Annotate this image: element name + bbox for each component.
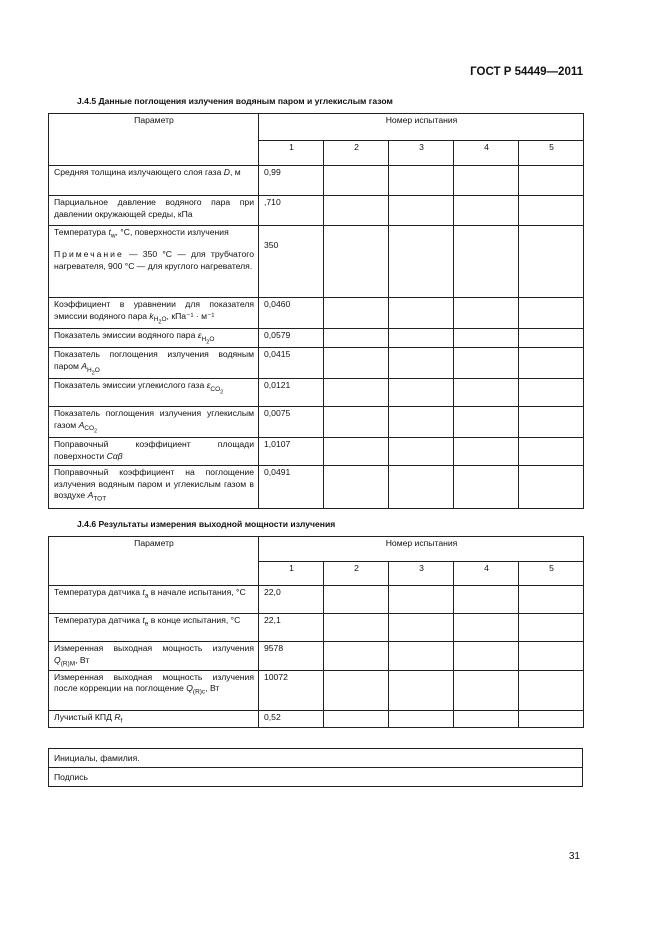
test-4-value <box>454 670 519 710</box>
test-5-value <box>519 670 584 710</box>
param-symbol: A <box>87 490 94 501</box>
param-symbol: A <box>81 360 88 371</box>
parameter-label <box>49 614 259 642</box>
param-text-tail: , Вт <box>75 654 90 665</box>
test-3-value <box>389 642 454 671</box>
test-1-value: 0,0579 <box>259 328 324 347</box>
test-5-value <box>519 226 584 298</box>
test-5-value <box>519 196 584 226</box>
param-symbol-subscript: f <box>120 717 123 725</box>
param-text: Парциальное давление водяного пара при давлении окружающей среды, кПа <box>54 197 254 219</box>
param-text: Показатель эмиссии водяного пара <box>54 329 198 340</box>
test-3-value <box>389 298 454 329</box>
param-symbol-subscript: (R)c <box>192 689 206 697</box>
param-symbol-subscript: (R)M <box>60 660 76 668</box>
param-symbol: A <box>78 419 85 430</box>
test-4-value <box>454 298 519 329</box>
test-number-3: 3 <box>389 141 454 166</box>
test-1-value: 0,0075 <box>259 407 324 438</box>
param-symbol: t <box>142 587 145 597</box>
param-symbol: Q <box>54 654 61 665</box>
test-number-5: 5 <box>519 141 584 166</box>
param-text: Измеренная выходная мощность излучения после коррекции на поглощение <box>54 671 254 694</box>
test-5-value <box>519 298 584 329</box>
param-text: Температура <box>54 227 109 237</box>
document-code: ГОСТ Р 54449—2011 <box>470 66 583 78</box>
test-4-value <box>454 348 519 379</box>
param-symbol-subscript: e <box>144 620 149 628</box>
test-1-value: 350 <box>259 226 324 298</box>
param-column-header: Параметр <box>49 537 259 586</box>
param-text: Показатель поглощения излучения углекислым газом <box>54 408 254 430</box>
param-text: Показатель эмиссии углекислого газа <box>54 380 207 391</box>
test-4-value <box>454 614 519 642</box>
test-3-value <box>389 438 454 466</box>
parameter-label <box>49 298 259 329</box>
param-note <box>54 249 254 272</box>
test-3-value <box>389 328 454 347</box>
parameter-label <box>49 466 259 509</box>
parameter-label <box>49 407 259 438</box>
test-5-value <box>519 379 584 407</box>
param-symbol: Q <box>186 683 193 694</box>
test-number-2: 2 <box>324 141 389 166</box>
test-5-value <box>519 642 584 671</box>
note-text: — 350 °C — для трубчатого нагревателя, 900 °C — для круглого нагревателя. <box>54 249 254 271</box>
test-3-value <box>389 166 454 196</box>
parameter-label <box>49 642 259 671</box>
test-2-value <box>324 614 389 642</box>
test-2-value <box>324 586 389 614</box>
param-symbol: ε <box>197 329 202 340</box>
test-2-value <box>324 298 389 329</box>
param-symbol: t <box>142 615 145 625</box>
section-title-output-power: J.4.6 Результаты измерения выходной мощности излучения <box>77 519 336 529</box>
test-number-2: 2 <box>324 562 389 586</box>
test-1-value: 1,0107 <box>259 438 324 466</box>
test-3-value <box>389 379 454 407</box>
test-4-value <box>454 586 519 614</box>
test-2-value <box>324 466 389 509</box>
test-3-value <box>389 226 454 298</box>
test-3-value <box>389 196 454 226</box>
test-1-value: 0,0491 <box>259 466 324 509</box>
test-2-value <box>324 379 389 407</box>
test-2-value <box>324 348 389 379</box>
test-2-value <box>324 710 389 727</box>
parameter-label <box>49 348 259 379</box>
test-2-value <box>324 328 389 347</box>
param-text-tail: , кПа⁻¹ · м⁻¹ <box>166 310 215 321</box>
test-4-value <box>454 226 519 298</box>
table-row <box>49 379 584 407</box>
param-text-tail: , м <box>229 167 241 177</box>
test-number-5: 5 <box>519 562 584 586</box>
table-row <box>49 166 584 196</box>
param-text-tail: в начале испытания, °C <box>148 587 246 597</box>
note-lead: Примечание <box>54 249 124 260</box>
test-1-value: 0,0415 <box>259 348 324 379</box>
output-power-table <box>48 536 584 728</box>
parameter-label <box>49 166 259 196</box>
table-row <box>49 466 584 509</box>
table-row <box>49 586 584 614</box>
test-3-value <box>389 710 454 727</box>
param-text: Лучистый КПД <box>54 711 115 722</box>
test-1-value: 0,0121 <box>259 379 324 407</box>
test-number-4: 4 <box>454 562 519 586</box>
param-text-tail: , °C, поверхности излучения <box>115 227 229 237</box>
param-text: Поправочный коэффициент на поглощение излучения водяным паром и углекислым газом в воздухе <box>54 467 254 501</box>
test-5-value <box>519 438 584 466</box>
test-number-header: Номер испытания <box>259 537 584 562</box>
param-symbol-subscript: H2O <box>153 316 167 326</box>
test-3-value <box>389 407 454 438</box>
parameter-label <box>49 379 259 407</box>
test-4-value <box>454 642 519 671</box>
page-number: 31 <box>568 851 580 862</box>
param-text: Измеренная выходная мощность излучения <box>54 643 254 653</box>
param-symbol: t <box>108 227 111 237</box>
test-1-value: 10072 <box>259 670 324 710</box>
test-2-value <box>324 407 389 438</box>
param-text: Коэффициент в уравнении для показателя эмиссии водяного пара <box>54 299 254 321</box>
test-2-value <box>324 642 389 671</box>
parameter-label <box>49 328 259 347</box>
test-4-value <box>454 379 519 407</box>
test-4-value <box>454 438 519 466</box>
test-2-value <box>324 226 389 298</box>
test-5-value <box>519 348 584 379</box>
test-4-value <box>454 710 519 727</box>
test-5-value <box>519 328 584 347</box>
parameter-label <box>49 670 259 710</box>
test-2-value <box>324 670 389 710</box>
param-text: Поправочный коэффициент площади поверхности <box>54 439 254 461</box>
param-symbol-subscript: CO2 <box>210 385 224 396</box>
test-4-value <box>454 166 519 196</box>
test-1-value: 22,0 <box>259 586 324 614</box>
test-1-value: 22,1 <box>259 614 324 642</box>
test-3-value <box>389 670 454 710</box>
parameter-label <box>49 438 259 466</box>
table-row <box>49 407 584 438</box>
table-row <box>49 642 584 671</box>
parameter-label <box>49 196 259 226</box>
test-3-value <box>389 466 454 509</box>
param-text-tail: в конце испытания, °C <box>148 615 241 625</box>
table-row <box>49 298 584 329</box>
test-number-1: 1 <box>259 562 324 586</box>
param-text-tail: , Вт <box>205 683 220 694</box>
test-number-3: 3 <box>389 562 454 586</box>
table-row <box>49 614 584 642</box>
test-5-value <box>519 407 584 438</box>
test-5-value <box>519 166 584 196</box>
param-symbol: R <box>114 711 121 722</box>
param-text: Температура датчика <box>54 587 143 597</box>
test-5-value <box>519 710 584 727</box>
table-row <box>49 438 584 466</box>
test-3-value <box>389 586 454 614</box>
table-row <box>49 348 584 379</box>
param-symbol: Cαβ <box>106 450 123 461</box>
signature-field: Подпись <box>49 768 583 787</box>
param-symbol-subscript: H2O <box>87 366 100 376</box>
table-row <box>49 710 584 727</box>
test-number-header: Номер испытания <box>259 114 584 141</box>
param-symbol-subscript: w <box>110 232 116 240</box>
test-4-value <box>454 466 519 509</box>
test-5-value <box>519 586 584 614</box>
parameter-label <box>49 710 259 727</box>
test-number-1: 1 <box>259 141 324 166</box>
test-4-value <box>454 407 519 438</box>
test-3-value <box>389 614 454 642</box>
names-field: Инициалы, фамилия. <box>49 749 583 768</box>
parameter-label <box>49 226 259 298</box>
test-1-value: 0,99 <box>259 166 324 196</box>
test-5-value <box>519 466 584 509</box>
table-row <box>49 670 584 710</box>
table-row <box>49 196 584 226</box>
test-2-value <box>324 166 389 196</box>
test-4-value <box>454 328 519 347</box>
param-symbol-subscript: a <box>144 592 149 600</box>
absorption-data-table <box>48 113 584 509</box>
test-1-value: 9578 <box>259 642 324 671</box>
test-3-value <box>389 348 454 379</box>
parameter-label <box>49 586 259 614</box>
test-2-value <box>324 438 389 466</box>
param-column-header: Параметр <box>49 114 259 166</box>
param-symbol: D <box>223 167 230 177</box>
signature-table <box>48 748 583 787</box>
table-row <box>49 226 584 298</box>
test-2-value <box>324 196 389 226</box>
test-4-value <box>454 196 519 226</box>
test-1-value: 0,52 <box>259 710 324 727</box>
test-1-value: ,710 <box>259 196 324 226</box>
test-1-value: 0,0460 <box>259 298 324 329</box>
param-symbol-subscript: H2O <box>201 335 215 345</box>
test-number-4: 4 <box>454 141 519 166</box>
section-title-absorption: J.4.5 Данные поглощения излучения водяным паром и углекислым газом <box>77 96 393 106</box>
param-text: Средняя толщина излучающего слоя газа <box>54 167 224 177</box>
param-symbol-subscript: TOT <box>93 495 107 503</box>
param-symbol: ε <box>206 380 211 391</box>
table-row <box>49 328 584 347</box>
param-text: Температура датчика <box>54 615 143 625</box>
param-symbol-subscript: CO2 <box>84 425 98 435</box>
param-symbol: k <box>149 310 154 321</box>
param-text: Показатель поглощения излучения водяным паром <box>54 349 254 371</box>
test-5-value <box>519 614 584 642</box>
